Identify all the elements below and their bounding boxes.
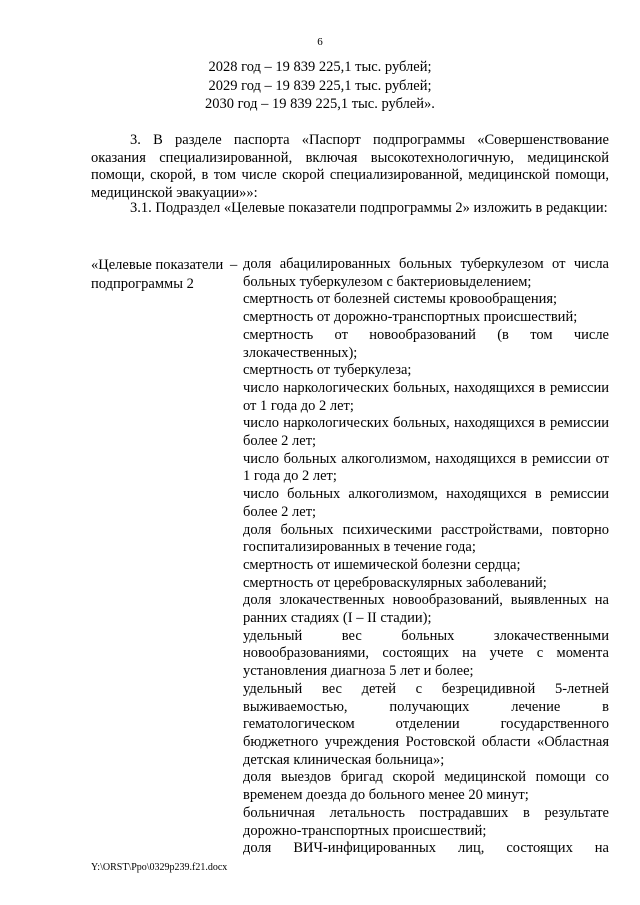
list-item: число больных алкоголизмом, находящихся в ремиссии более 2 лет; xyxy=(243,486,609,520)
budget-line-2028: 2028 год – 19 839 225,1 тыс. рублей; xyxy=(208,59,432,75)
list-item: смертность от туберкулеза; xyxy=(243,362,412,379)
page-number: 6 xyxy=(317,36,323,48)
list-item: доля злокачественных новообразований, выявленных на ранних стадиях (I – II стадии); xyxy=(243,592,609,627)
list-item: смертность от ишемической болезни сердца; xyxy=(243,556,521,573)
budget-line-2029: 2029 год – 19 839 225,1 тыс. рублей; xyxy=(208,77,432,94)
list-item: удельный вес больных злокачественными новообразованиями, состоящих на учете с момента установления диагноза 5 лет и более; xyxy=(243,627,609,680)
list-item: доля ВИЧ-инфицированных лиц, состоящих на xyxy=(243,840,609,857)
list-item: число наркологических больных, находящихся в ремиссии более 2 лет; xyxy=(243,415,609,450)
list-item: больничная летальность пострадавших в результате дорожно-транспортных происшествий; xyxy=(243,804,609,839)
list-item: смертность от цереброваскулярных заболеваний; xyxy=(243,574,547,591)
indicators-dash: – xyxy=(230,257,238,273)
list-item: смертность от новообразований (в том числе злокачественных); xyxy=(243,326,609,361)
list-item: смертность от дорожно-транспортных происшествий; xyxy=(243,309,578,326)
budget-lines xyxy=(0,58,640,114)
paragraph-3-1 xyxy=(91,200,609,218)
indicators-list xyxy=(243,256,609,858)
list-item: удельный вес детей с безрецидивной 5-летней выживаемостью, получающих лечение в гематологическом отделении государственного бюджетного учреждения Ростовской области «Областная детская клиническая больница»; xyxy=(243,680,609,768)
list-item: число больных алкоголизмом, находящихся в ремиссии от 1 года до 2 лет; xyxy=(243,450,609,485)
list-item: число наркологических больных, находящихся в ремиссии от 1 года до 2 лет; xyxy=(243,379,609,414)
paragraph-3-1-text: 3.1. Подраздел «Целевые показатели подпрограммы 2» изложить в редакции: xyxy=(130,200,608,216)
budget-line-2030: 2030 год – 19 839 225,1 тыс. рублей». xyxy=(205,96,435,112)
list-item: доля абацилированных больных туберкулезом от числа больных туберкулезом с бактериовыделением; xyxy=(243,256,609,290)
paragraph-3-text: 3. В разделе паспорта «Паспорт подпрограммы «Совершенствование оказания специализированной, включая высокотехнологичную, медицинской помощи, скорой, в том числе скорой специализированной, медицинской помощи, медицинской эвакуации»»: xyxy=(91,132,609,201)
paragraph-3 xyxy=(91,132,609,202)
indicators-label: «Целевые показатели подпрограммы 2 xyxy=(91,257,224,292)
footer-file-path: Y:\ORST\Ppo\0329p239.f21.docx xyxy=(91,862,228,873)
list-item: смертность от болезней системы кровообращения; xyxy=(243,291,558,308)
list-item: доля больных психическими расстройствами, повторно госпитализированных в течение года; xyxy=(243,521,609,556)
list-item: доля выездов бригад скорой медицинской помощи со временем доезда до больного менее 20 минут; xyxy=(243,769,609,804)
